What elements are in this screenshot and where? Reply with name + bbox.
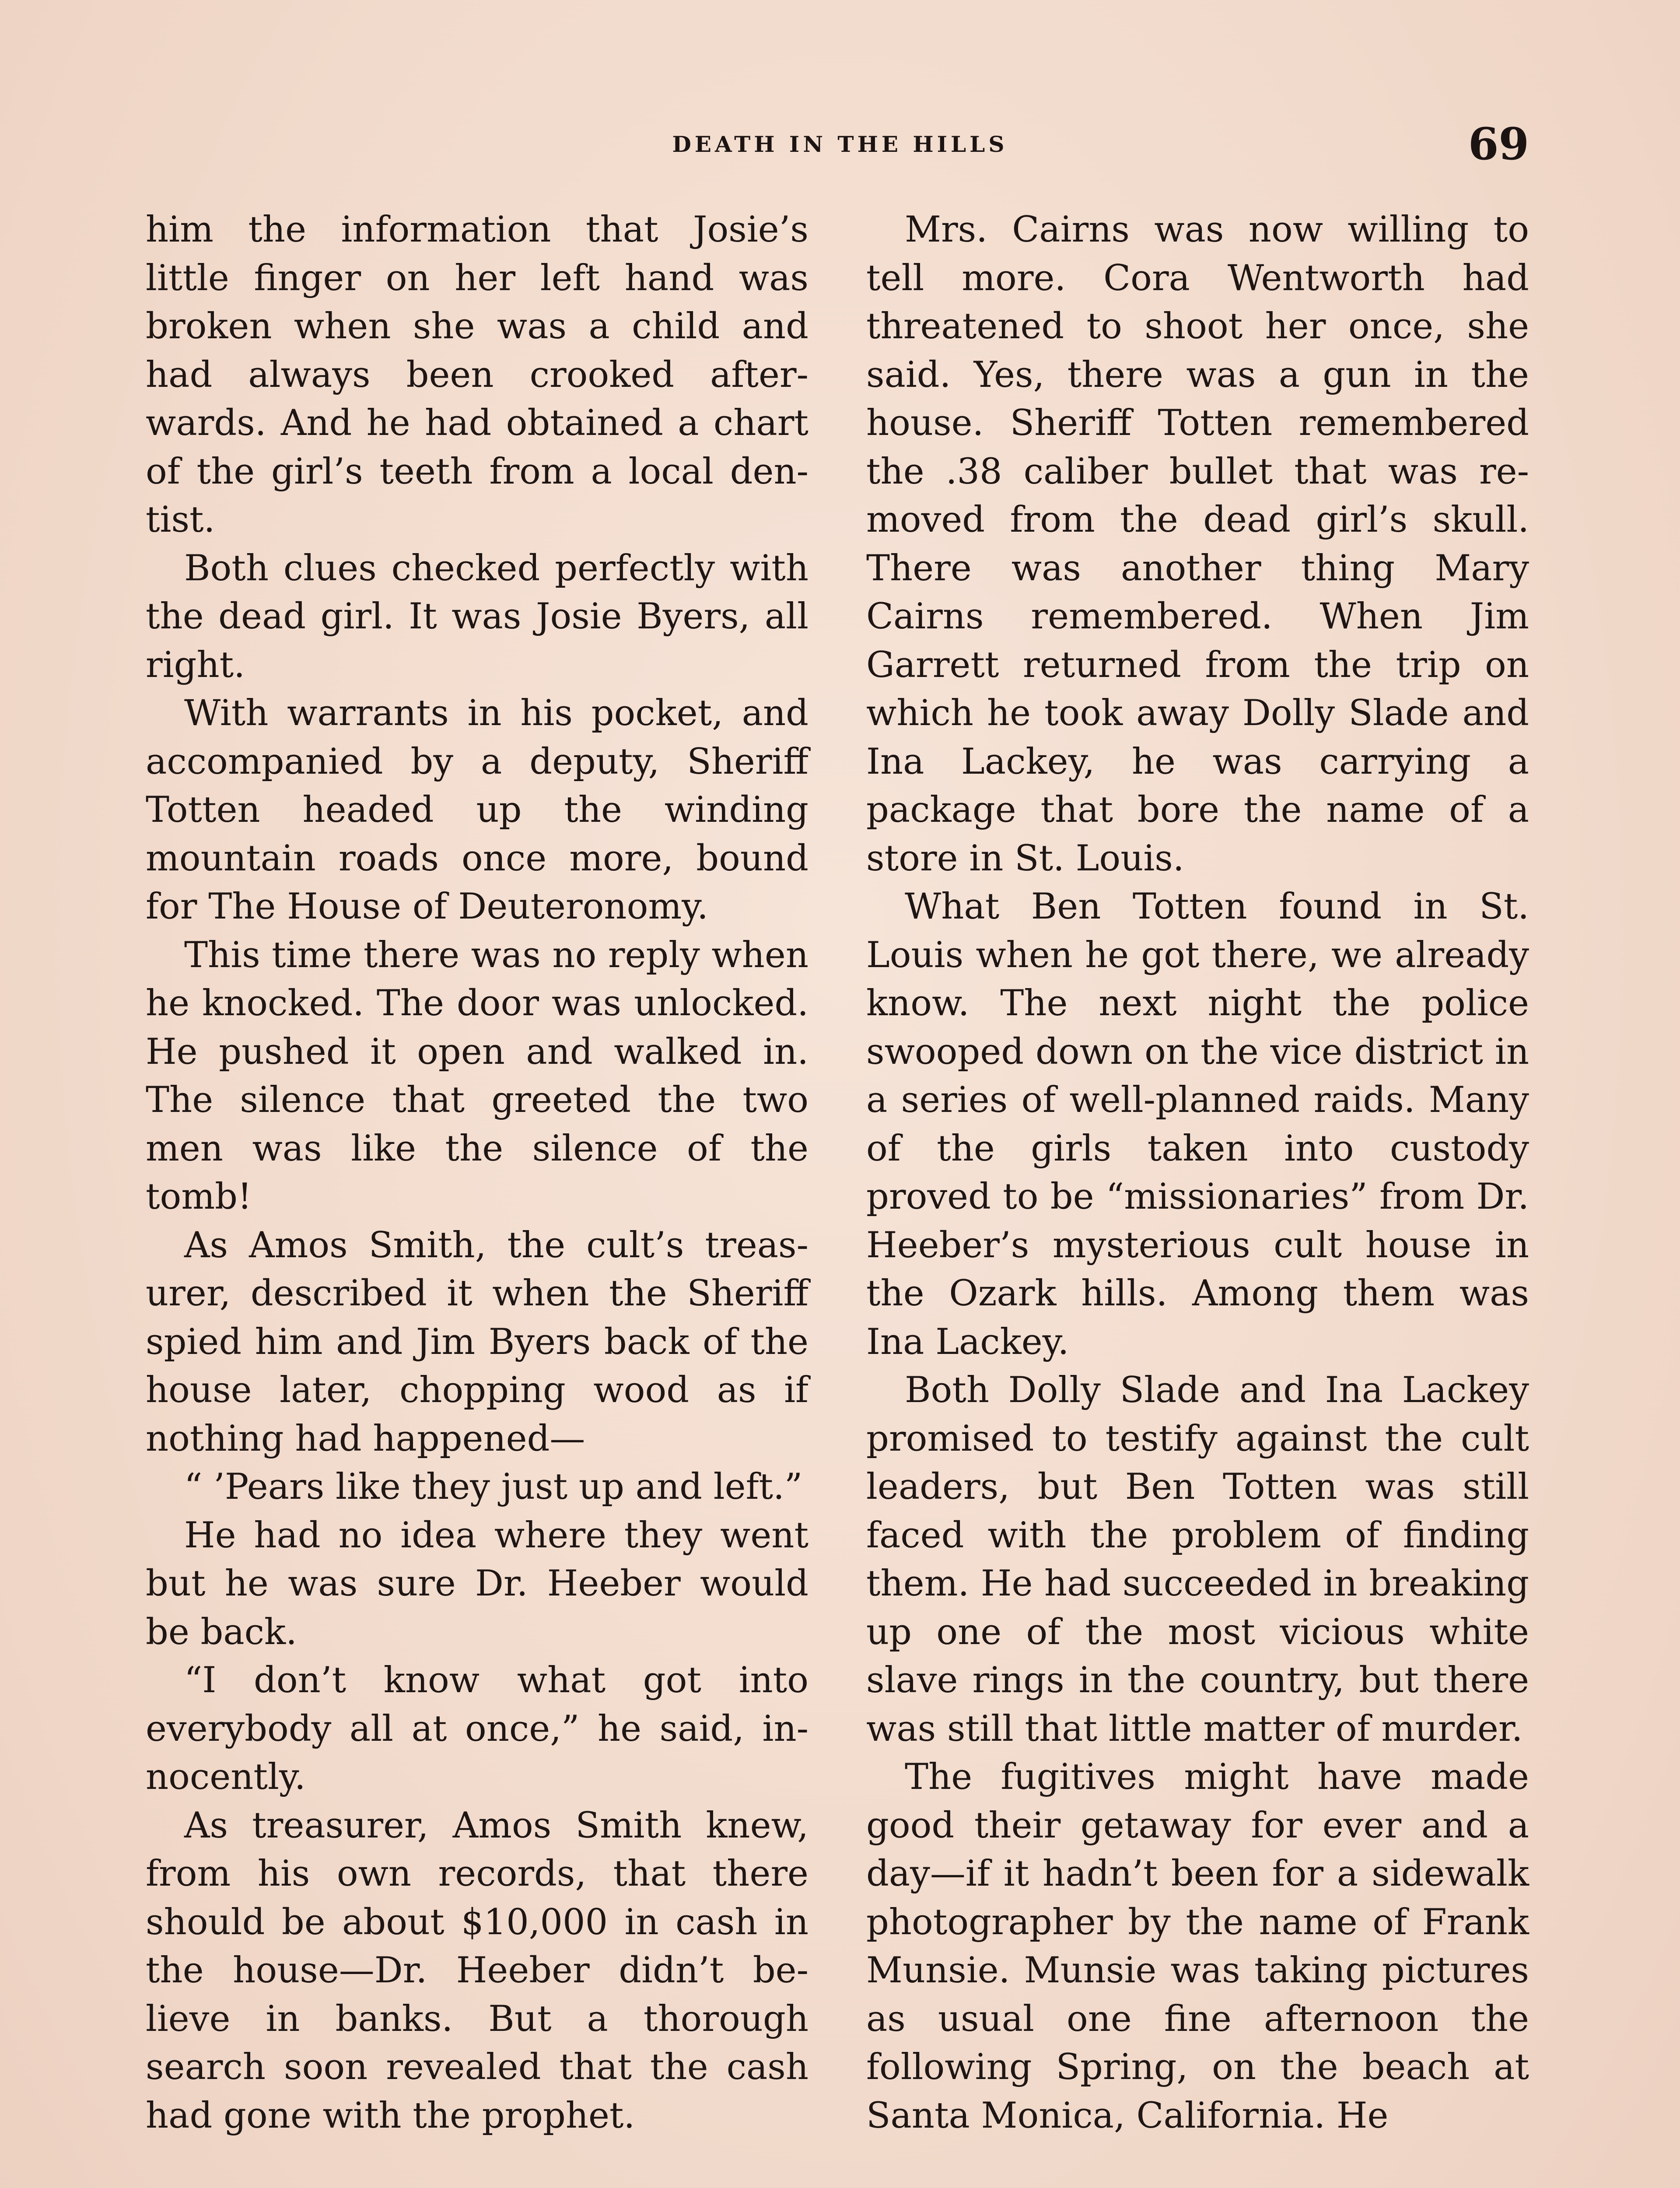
paragraph: With warrants in his pocket, and accompanied by a deputy, Sheriff Totten headed up the winding mountain roads once more, bound for The House of Deuteronomy. [146,693,808,927]
paragraph: What Ben Totten found in St. Louis when he got there, we already know. The next night the police swooped down on the vice district in a series of well-planned raids. Many of the girls taken into custody proved to be “missionaries” from Dr. Heeber’s mysterious cult house in the Ozark hills. Among them was Ina Lackey. [866,886,1529,1363]
paragraph: “I don’t know what got into everybody all at once,” he said, innocently. [146,1660,808,1798]
paragraph: As treasurer, Amos Smith knew, from his own records, that there should be about $10,000 in cash in the house—Dr. Heeber didn’t believe in banks. But a thorough search soon revealed that the cash had gone with the prophet. [146,1805,808,2136]
page-number: 69 [1468,118,1529,170]
paragraph: him the information that Josie’s little finger on her left hand was broken when she was a child and had always been crooked afterwards. And he had obtained a chart of the girl’s teeth from a local dentist. [146,209,808,540]
paragraph: “ ’Pears like they just up and left.” [184,1466,803,1508]
paragraph: As Amos Smith, the cult’s treasurer, described it when the Sheriff spied him and Jim Byers back of the house later, chopping wood as if nothing had happened— [146,1224,808,1459]
left-column [146,206,808,2140]
paragraph: Both clues checked perfectly with the dead girl. It was Josie Byers, all right. [146,547,808,686]
running-title: DEATH IN THE HILLS [672,131,1008,157]
paragraph: This time there was no reply when he knocked. The door was unlocked. He pushed it open and walked in. The silence that greeted the two men was like the silence of the tomb! [146,934,808,1217]
paragraph: He had no idea where they went but he was sure Dr. Heeber would be back. [146,1515,808,1653]
paragraph: Mrs. Cairns was now willing to tell more. Cora Wentworth had threatened to shoot her once, she said. Yes, there was a gun in the house. Sheriff Totten remembered the .38 caliber bullet that was removed from the dead girl’s skull. There was another thing Mary Cairns remembered. When Jim Garrett returned from the trip on which he took away Dolly Slade and Ina Lackey, he was carrying a package that bore the name of a store in St. Louis. [866,209,1529,879]
right-column [866,206,1529,2140]
paragraph: The fugitives might have made good their getaway for ever and a day—if it hadn’t been for a sidewalk photographer by the name of Frank Munsie. Munsie was taking pictures as usual one fine afternoon the following Spring, on the beach at Santa Monica, California. He [866,1757,1529,2136]
paragraph: Both Dolly Slade and Ina Lackey promised to testify against the cult leaders, but Ben Totten was still faced with the problem of finding them. He had succeeded in breaking up one of the most vicious white slave rings in the country, but there was still that little matter of murder. [866,1370,1529,1750]
